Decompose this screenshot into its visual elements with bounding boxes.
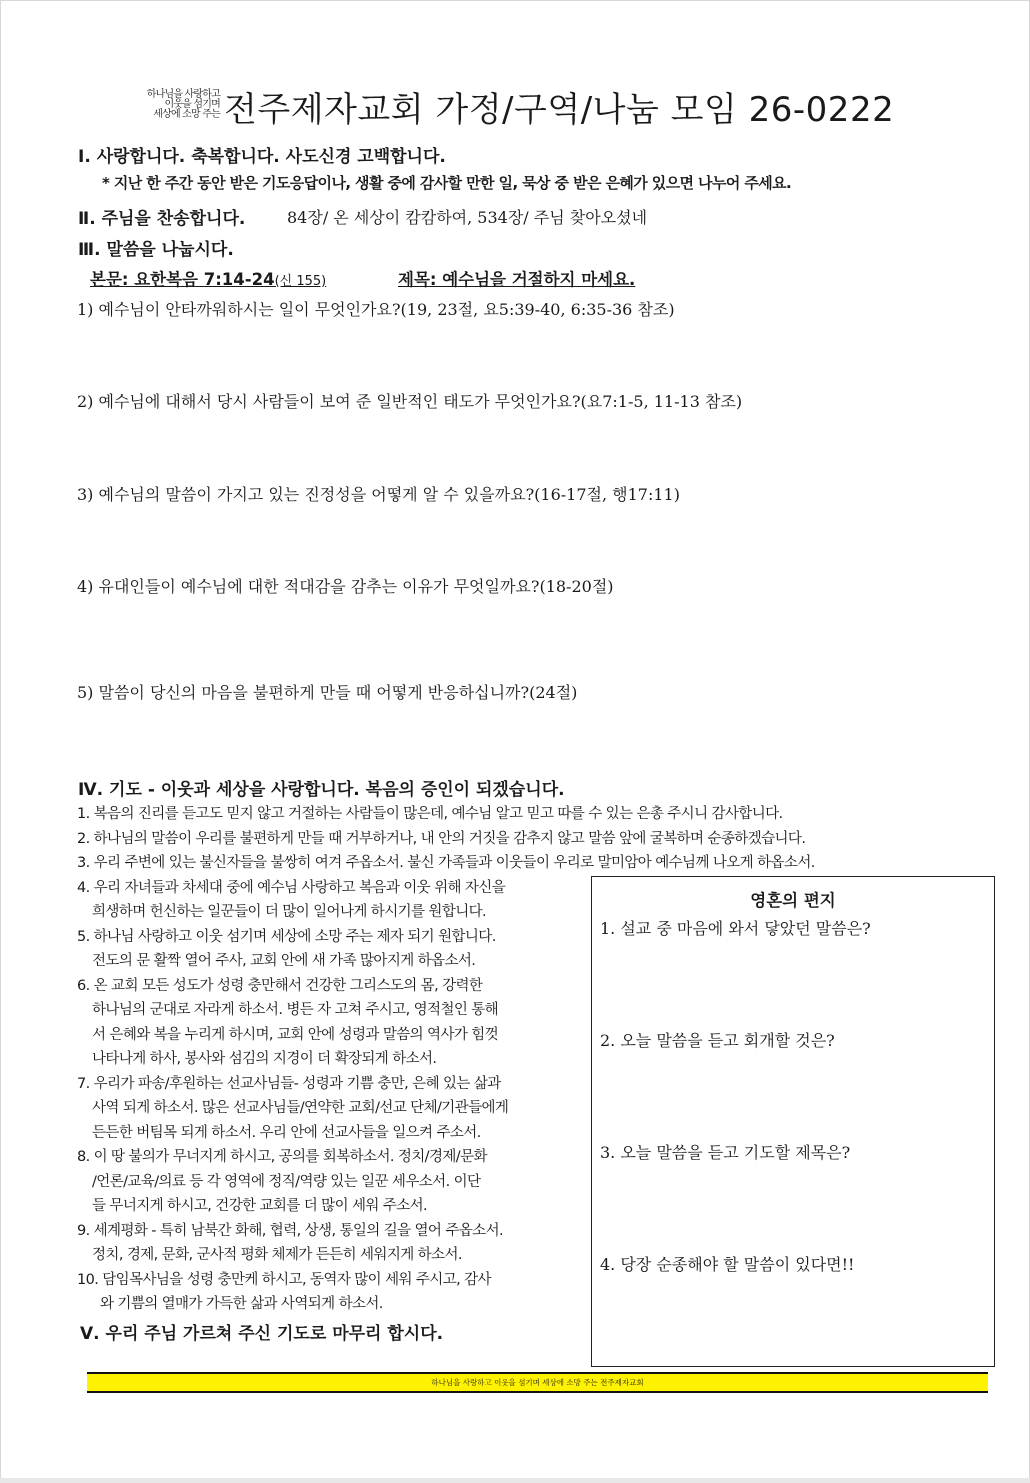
hymn-list: 84장/ 온 세상이 캄캄하여, 534장/ 주님 찾아오셨네 (287, 208, 648, 227)
section-5-heading: Ⅴ. 우리 주님 가르쳐 주신 기도로 마무리 합시다. (80, 1324, 444, 1344)
footer-banner (87, 1372, 988, 1393)
prayer-item-6-cont: 나타나게 하사, 봉사와 섬김의 지경이 더 확장되게 하소서. (92, 1051, 437, 1067)
prayer-item-7: 7. 우리가 파송/후원하는 선교사님들- 성령과 기쁨 충만, 은혜 있는 삶과 (77, 1076, 501, 1092)
footer-text: 하나님을 사랑하고 이웃을 섬기며 세상에 소망 주는 전주제자교회 (431, 1378, 644, 1387)
prayer-item-6-cont: 서 은혜와 복을 누리게 하시며, 교회 안에 성령과 말씀의 역사가 힘껏 (92, 1027, 499, 1043)
scripture-page-ref: (신 155) (274, 274, 327, 289)
soul-letter-item-1: 1. 설교 중 마음에 와서 닿았던 말씀은? (600, 919, 871, 938)
prayer-item-8-cont: 들 무너지게 하시고, 건강한 교회를 더 많이 세워 주소서. (92, 1198, 428, 1214)
soul-letter-item-4: 4. 당장 순종해야 할 말씀이 있다면!! (600, 1255, 855, 1274)
soul-letter-item-3: 3. 오늘 말씀을 듣고 기도할 제목은? (600, 1143, 851, 1162)
prayer-item-2: 2. 하나님의 말씀이 우리를 불편하게 만들 때 거부하거나, 내 안의 거짓을 감추지 않고 말씀 앞에 굴복하며 순종하겠습니다. (77, 831, 806, 847)
prayer-item-9: 9. 세계평화 - 특히 남북간 화해, 협력, 상생, 통일의 길을 열어 주옵소서. (77, 1223, 503, 1239)
question-5: 5) 말씀이 당신의 마음을 불편하게 만들 때 어떻게 반응하십니까?(24절) (77, 683, 578, 702)
scripture-label: 본문: 요한복음 7:14-24 (90, 270, 275, 289)
question-4: 4) 유대인들이 예수님에 대한 적대감을 감추는 이유가 무엇일까요?(18-20절) (77, 577, 614, 596)
prayer-item-5-cont: 전도의 문 활짝 열어 주사, 교회 안에 새 가족 많아지게 하옵소서. (92, 953, 476, 969)
prayer-item-6-cont: 하나님의 군대로 자라게 하소서. 병든 자 고쳐 주시고, 영적철인 통해 (92, 1002, 499, 1018)
viewer-bottom-strip (0, 1478, 1030, 1483)
slogan-line: 이웃을 섬기며 (164, 99, 220, 110)
prayer-item-1: 1. 복음의 진리를 듣고도 믿지 않고 거절하는 사람들이 많은데, 예수님 알고 믿고 따를 수 있는 은총 주시니 감사합니다. (77, 806, 783, 822)
slogan-line: 하나님을 사랑하고 (146, 89, 220, 100)
scripture-text (90, 266, 326, 290)
slogan-line: 세상에 소망 주는 (153, 109, 220, 120)
prayer-item-10: 10. 담임목사님을 성령 충만케 하시고, 동역자 많이 세워 주시고, 감사 (77, 1272, 491, 1288)
section-2-heading: Ⅱ. 주님을 찬송합니다. (78, 209, 246, 229)
prayer-item-7-cont: 든든한 버팀목 되게 하소서. 우리 안에 선교사들을 일으켜 주소서. (92, 1125, 481, 1141)
prayer-item-5: 5. 하나님 사랑하고 이웃 섬기며 세상에 소망 주는 제자 되기 원합니다. (77, 929, 496, 945)
section-4-heading: Ⅳ. 기도 - 이웃과 세상을 사랑합니다. 복음의 증인이 되겠습니다. (78, 780, 565, 800)
question-1: 1) 예수님이 안타까워하시는 일이 무엇인가요?(19, 23절, 요5:39-40, 6:35-36 참조) (77, 300, 675, 319)
soul-letter-box (591, 876, 995, 1367)
prayer-item-10-cont: 와 기쁨의 열매가 가득한 삶과 사역되게 하소서. (100, 1296, 383, 1312)
question-3: 3) 예수님의 말씀이 가지고 있는 진정성을 어떻게 알 수 있을까요?(16-17절, 행17:11) (77, 485, 680, 504)
sharing-note: * 지난 한 주간 동안 받은 기도응답이나, 생활 중에 감사할 만한 일, 묵상 중 받은 은혜가 있으면 나누어 주세요. (102, 174, 792, 192)
question-2: 2) 예수님에 대해서 당시 사람들이 보여 준 일반적인 태도가 무엇인가요?(요7:1-5, 11-13 참조) (77, 392, 743, 411)
prayer-item-4-cont: 희생하며 헌신하는 일꾼들이 더 많이 일어나게 하시기를 원합니다. (92, 904, 487, 920)
prayer-item-8-cont: /언론/교육/의료 등 각 영역에 정직/역량 있는 일꾼 세우소서. 이단 (92, 1174, 481, 1190)
prayer-item-7-cont: 사역 되게 하소서. 많은 선교사님들/연약한 교회/선교 단체/기관들에게 (92, 1100, 509, 1116)
prayer-item-3: 3. 우리 주변에 있는 불신자들을 불쌍히 여겨 주옵소서. 불신 가족들과 이웃들이 우리로 말미암아 예수님께 나오게 하옵소서. (77, 855, 815, 871)
section-1-heading: Ⅰ. 사랑합니다. 축복합니다. 사도신경 고백합니다. (78, 147, 446, 167)
church-slogan (128, 90, 220, 120)
prayer-item-9-cont: 정치, 경제, 문화, 군사적 평화 체제가 든든히 세워지게 하소서. (92, 1247, 462, 1263)
prayer-item-4: 4. 우리 자녀들과 차세대 중에 예수님 사랑하고 복음과 이웃 위해 자신을 (77, 880, 506, 896)
sermon-title: 제목: 예수님을 거절하지 마세요. (398, 270, 636, 289)
section-3-heading: Ⅲ. 말씀을 나눕시다. (78, 240, 234, 260)
page-title: 전주제자교회 가정/구역/나눔 모임 26-0222 (224, 90, 895, 130)
soul-letter-item-2: 2. 오늘 말씀을 듣고 회개할 것은? (600, 1031, 835, 1050)
prayer-item-8: 8. 이 땅 불의가 무너지게 하시고, 공의를 회복하소서. 정치/경제/문화 (77, 1149, 487, 1165)
prayer-item-6: 6. 온 교회 모든 성도가 성령 충만해서 건강한 그리스도의 몸, 강력한 (77, 978, 483, 994)
soul-letter-title: 영혼의 편지 (750, 891, 836, 910)
